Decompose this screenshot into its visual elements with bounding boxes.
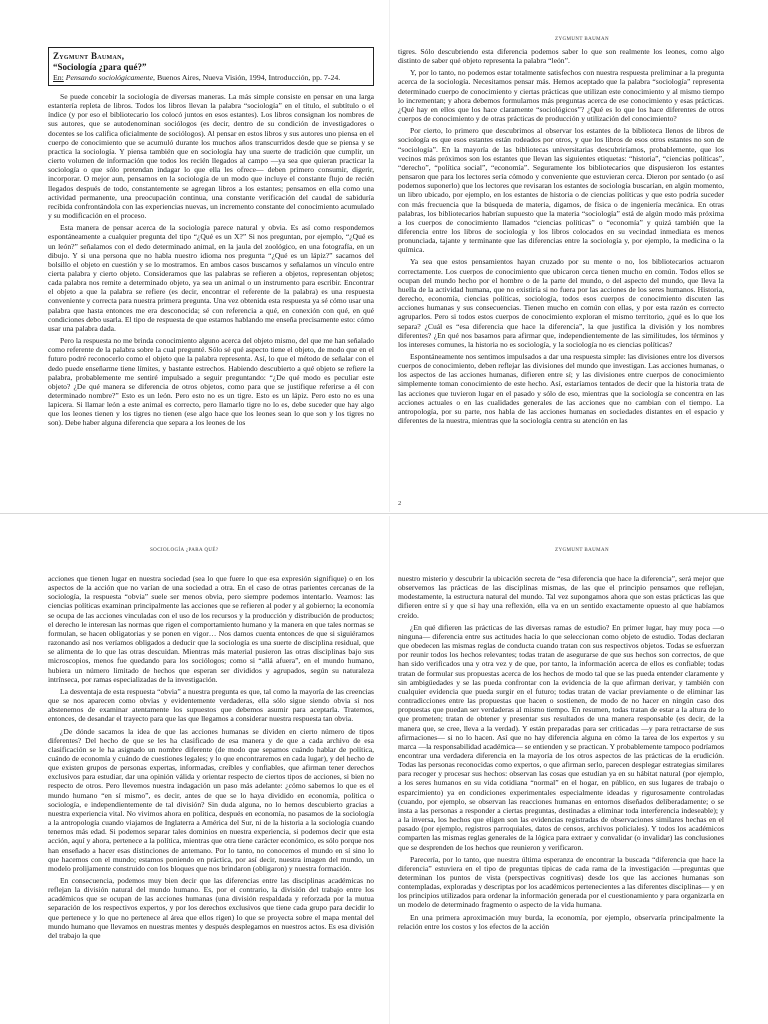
paragraph: Y, por lo tanto, no podemos estar totalmente satisfechos con nuestra respuesta preliminar a la pregunta acerca de la sociología. Necesitamos pensar más. Hemos aceptado que la palabra “sociología” representa determinado cuerpo de conocimiento y ciertas prácticas que utilizan este conocimiento y al mismo tiempo lo incrementan; y ahora debemos formularnos más preguntas acerca de ese conocimiento y esas prácticas. ¿Qué hay en ellos que los hace claramente “sociológicos”? ¿Qué es lo que los hace diferentes de otros cuerpos de conocimiento y de otras prácticas de producción y utilización del conocimiento? xyxy=(398,68,724,124)
citation-source xyxy=(53,73,369,83)
paragraph: En una primera aproximación muy burda, la economía, por ejemplo, observaría principalmente la relación entre los costos y los efectos de la acción xyxy=(398,912,724,931)
paragraph: Se puede concebir la sociología de diversas maneras. La más simple consiste en pensar en una larga estantería repleta de libros. Todos los libros llevan la palabra “sociología” en el título, el subtítulo o el índice (y por eso el bibliotecario los colocó juntos en esos estantes). Los libros consignan los nombres de sus autores, que se autodenominan sociólogos (es decir, dentro de su condición de investigadores o docentes se los califica oficialmente de sociólogos). Al pensar en estos libros y sus autores uno piensa en el cuerpo de conocimiento que se acumuló durante los muchos años transcurridos desde que se piensa y se practica la sociología. Y piensa también que en sociología hay una suerte de tradición que cumplir, un cierto volumen de información que todos los recién llegados al campo —ya sea que quieran practicar la sociología o que sólo pretendan indagar lo que ella les ofrece— deben primero consumir, digerir, incorporar. O mejor aun, pensamos en la sociología de un modo que incluye el constante flujo de recién llegados después de todo, constantemente se agregan libros a los estantes; pensamos en ella como una actividad permanente, una preocupación continua, una constante verificación del caudal de sabiduría recibida confrontándola con las experiencias nuevas, un incremento constante del conocimiento acumulado y su modificación en el proceso. xyxy=(48,92,374,221)
citation-book: Pensando sociológicamente, xyxy=(65,73,155,82)
citation-title: “Sociología ¿para qué?” xyxy=(53,62,147,72)
page-bottom xyxy=(0,516,768,1024)
column-right-bottom xyxy=(398,574,724,1024)
running-header-page2-right: ZYGMUNT BAUMAN xyxy=(555,548,609,553)
page-number: 2 xyxy=(398,500,402,507)
column-fold xyxy=(389,516,390,1024)
paragraph: Esta manera de pensar acerca de la sociología parece natural y obvia. Es así como respondemos espontáneamente a cualquier pregunta del tipo “¿Qué es un X?” Si nos preguntan, por ejemplo, “¿Qué es un león?” señalamos con el dedo determinado animal, en la jaula del zoológico, en una fotografía, en un dibujo. Y si una persona que no habla nuestro idioma nos pregunta “¿Qué es un lápiz?” sacamos del bolsillo el objeto en cuestión y se lo mostramos. En ambos casos buscamos y señalamos un vínculo entre cierta palabra y cierto objeto. Consideramos que las palabras se refieren a objetos, representan objetos; cada palabra nos remite a determinado objeto, ya sea un animal o un instrumento para escribir. Encontrar el objeto a que la palabra se refiere (es decir, encontrar el referente de la palabra) es una respuesta conveniente y correcta para nuestra primera pregunta. Una vez obtenida esta respuesta ya sé cómo usar una palabra que hasta entonces me era desconocida; sé con referencia a qué, en conexión con qué, en qué condiciones debo usarla. El tipo de respuesta de que estamos hablando me enseña precisamente esto: cómo usar una palabra dada. xyxy=(48,223,374,333)
paragraph: nuestro misterio y descubrir la ubicación secreta de “esa diferencia que hace la diferencia”, será mejor que observemos las prácticas de las disciplinas mismas, de las que el principio pensamos que reflejan, modestamente, la estructura natural del mundo. Tal vez supongamos ahora que son estas prácticas las que difieren entre sí y que sí hay una reflexión, ella va en un sentido exactamente opuesto al que habíamos creído. xyxy=(398,574,724,620)
paragraph: Pero la respuesta no me brinda conocimiento alguno acerca del objeto mismo, del que me han señalado como referente de la palabra sobre la cual pregunté. Sólo sé qué aspecto tiene el objeto, de modo que en el futuro podré reconocerlo como el objeto que la palabra representa. Así, lo que el método de señalar con el dedo puede enseñarme tiene límites, y bastante estrechos. Habiendo descubierto a qué objeto se refiere la palabra, probablemente me sentiré impulsado a seguir preguntando: “¿De qué modo es peculiar este objeto? ¿De qué manera se diferencia de otros objetos, como para que se justifique referirse a él con determinado nombre?” Esto es un león. Pero esto no es un tigre. Esto es un lápiz. Pero esto no es una lapicera. Si llamar león a este animal es correcto, pero llamarlo tigre no lo es, debe suceder que hay algo que los leones tienen y los tigres no tienen (ese algo hace que los leones sean lo que son y los tigres no son). Debe haber alguna diferencia que separa a los leones de los xyxy=(48,336,374,428)
column-fold xyxy=(389,0,390,512)
paragraph: Ya sea que estos pensamientos hayan cruzado por su mente o no, los bibliotecarios actuaron correctamente. Los cuerpos de conocimiento que ubicaron cerca tienen mucho en común. Todos ellos se ocupan del mundo hecho por el hombre o de la parte del mundo, o del aspecto del mundo, que lleva la huella de la actividad humana, que no existiría si no fuera por las acciones de los seres humanos. Historia, derecho, economía, ciencias políticas, sociología, todos esos cuerpos de conocimiento discuten las acciones humanas y sus consecuencias. Tienen mucho en común con ellas, y por esta razón es correcto agruparlos. Pero si todos estos cuerpos de conocimiento exploran el mismo territorio, ¿qué es lo que los separa? ¿Cuál es “esa diferencia que hace la diferencia”, la que justifica la división y los nombres diferentes? ¿En qué nos basamos para afirmar que, independientemente de las similitudes, los términos y los intereses comunes, la historia no es sociología, y la sociología no es ciencias políticas? xyxy=(398,257,724,349)
citation-author: Zygmunt Bauman, xyxy=(53,51,125,61)
column-left-top xyxy=(48,47,374,507)
running-header-top-right: ZYGMUNT BAUMAN xyxy=(555,37,609,42)
paragraph: En consecuencia, podemos muy bien decir que las diferencias entre las disciplinas académicas no reflejan la división natural del mundo humano. Es, por el contrario, la división del trabajo entre los académicos que se ocupan de las acciones humanas (una división respaldada y reforzada por la mutua separación de los respectivos expertos, y por los derechos exclusivos que tiene cada grupo para decidir lo que pertenece y lo que no pertenece al área que ellos rigen) lo que se proyecta sobre el mapa mental del mundo humano que llevamos en nuestras mentes y después desplegamos en nuestros actos. Es esa división del trabajo la que xyxy=(48,876,374,940)
paragraph: acciones que tienen lugar en nuestra sociedad (sea lo que fuere lo que esa expresión signifique) o en los aspectos de la acción que no varían de una sociedad a otra. En el caso de otras parientes cercanas de la sociología, la respuesta “obvia” suele ser menos obvia, pero siempre podemos intentarlo. Veamos: las ciencias políticas examinan principalmente las acciones que se refieren al poder y al gobierno; la economía se ocupa de las acciones vinculadas con el uso de los recursos y la producción y distribución de productos; el derecho le interesan las normas que rigen el comportamiento humano y la manera en que tales normas se formulan, se hacen obligatorias y se ponen en vigor… Nos damos cuenta entonces de que si siguiéramos razonando así nos veríamos obligados a deducir que la sociología es una suerte de disciplina residual, que se alimenta de lo que las otras descuidan. Mientras más material pusieron las otras disciplinas bajo sus microscopios, menos fue quedando para los sociólogos; como si “allá afuera”, en el mundo humano, hubiera un número limitado de hechos que esperan ser divididos y agrupados, según su naturaleza intrínseca, por ramas especializadas de la investigación. xyxy=(48,574,374,684)
page-divider xyxy=(0,513,768,514)
column-left-bottom xyxy=(48,574,374,1024)
paragraph: Por cierto, lo primero que descubrimos al observar los estantes de la biblioteca llenos de libros de sociología es que esos estantes están rodeados por otros, y que los libros de esos otros estantes no son de “sociología”. En la mayoría de las bibliotecas universitarias descubriríamos, probablemente, que los vecinos más próximos son los estantes que llevan las siguientes etiquetas: “historia”, “ciencias políticas”, “derecho”, “política social”, “economía”. Seguramente los bibliotecarios que dispusieron los estantes pensaron que para los lectores sería cómodo y conveniente que estuvieran cerca. Dieron por sentado (o así podemos suponerlo) que los lectores que revisaran los estantes de sociología buscarían, en algún momento, un libro ubicado, por ejemplo, en los estantes de historia o de ciencias políticas y que esto podría suceder con más frecuencia que la búsqueda de materia, digamos, de física o de ingeniería mecánica. En otras palabras, los bibliotecarios habrían supuesto que la materia “sociología” está de algún modo más próxima a los cuerpos de conocimiento llamados “ciencias políticas” o “economía” y quizá también que la diferencia entre los libros de sociología y los libros colocados en su vecindad inmediata es menos pronunciada, tajante y terminante que las diferencias entre la sociología y, por ejemplo, la medicina o la química. xyxy=(398,126,724,255)
paragraph: Espontáneamente nos sentimos impulsados a dar una respuesta simple: las divisiones entre los diversos cuerpos de conocimiento, deben reflejar las divisiones del mundo que investigan. Las acciones humanas, o los aspectos de las acciones humanas, difieren entre sí; y las divisiones entre cuerpos de conocimiento simplemente toman conocimiento de este hecho. Así, estaríamos tentados de decir que la historia trata de las acciones que tuvieron lugar en el pasado y sólo de eso, mientras que la sociología se concentra en las acciones actuales o en las cualidades generales de las acciones que no cambian con el tiempo. La antropología, por su parte, nos habla de las acciones humanas en sociedades distantes en el espacio y diferentes de la nuestra, mientras que la sociología centra su atención en las xyxy=(398,352,724,426)
citation-rest: Buenos Aires, Nueva Visión, 1994, Introducción, pp. 7-24. xyxy=(156,73,341,82)
paragraph: Parecería, por lo tanto, que nuestra última esperanza de encontrar la buscada “diferencia que hace la diferencia” estuviera en el tipo de preguntas típicas de cada rama de la investigación —preguntas que determinan los puntos de vista (perspectivas cognitivas) desde los que las acciones humanas son contempladas, exploradas y descriptas por los académicos pertenecientes a las diferentes disciplinas— y en los principios utilizados para ordenar la información generada por el cuestionamiento y para organizarla en un modelo de determinado fragmento o aspecto de la vida humana. xyxy=(398,854,724,910)
running-header-page2-left: SOCIOLOGÍA ¿PARA QUÉ? xyxy=(150,548,219,553)
paragraph: La desventaja de esta respuesta “obvia” a nuestra pregunta es que, tal como la mayoría de las creencias que se nos aparecen como obvias y evidentemente verdaderas, ella sólo sigue siendo obvia si nos abstenemos de examinar atentamente los supuestos que debemos asumir para aceptarla. Tratemos, entonces, de desandar el trayecto para que las que llegamos a considerar nuestra respuesta tan obvia. xyxy=(48,686,374,724)
paragraph: ¿De dónde sacamos la idea de que las acciones humanas se dividen en cierto número de tipos diferentes? Del hecho de que se les ha clasificado de esa manera y de que a cada archivo de esa clasificación se le ha asignado un nombre diferente (de modo que sepamos cuándo hablar de política, cuándo de economía y cuándo de cuestiones legales; y lo que encontraremos en cada lugar), y del hecho de que existen grupos de personas expertas, informadas, creíbles y confiables, que afirman tener derechos exclusivos para estudiar, dar una opinión válida y orientar respecto de ciertos tipos de acciones, si bien no respecto de otros. Pero llevemos nuestra indagación un paso más adelante: ¿cómo sabemos lo que es el mundo humano “en sí mismo”, es decir, antes de que se lo haya dividido en economía, política o sociología, e independientemente de tal división? Sin duda alguna, no lo hemos descubierto gracias a nuestra experiencia vital. No vivimos ahora en política, después en economía, no pasamos de la sociología a la antropología cuando viajamos de Inglaterra a América del Sur, ni de la historia a la sociología cuando tenemos más edad. Si podemos separar tales dominios en nuestra experiencia, si podemos decir que esta acción, aquí y ahora, pertenece a la política, mientras que otra tiene carácter económico, es sólo porque nos han enseñado a hacer esas distinciones de antemano. Por lo tanto, no conocemos el mundo en sí sino lo que hacemos con el mundo; estamos poniendo en práctica, por así decir, nuestra imagen del mundo, un modelo prolijamente construido con los bloques que nos brindaron (obligaron) y nuestra formación. xyxy=(48,726,374,873)
paragraph: ¿En qué difieren las prácticas de las diversas ramas de estudio? En primer lugar, hay muy poca —o ninguna— diferencia entre sus actitudes hacia lo que seleccionan como objeto de estudio. Todas declaran que obedecen las mismas reglas de conducta cuando tratan con sus respectivos objetos. Todas se esfuerzan por reunir todos los hechos relevantes; todas tratan de asegurarse de que sus hechos son correctos, de que han sido verificados una y otra vez y de que, por tanto, la información acerca de ellos es confiable; todas tratan de formular sus propuestas acerca de los hechos de modo tal que se las pueda entender claramente y sin ambigüedades y se las pueda confrontar con la evidencia de la que afirman derivar, y también con cualquier evidencia que pueda surgir en el futuro; todas tratan de vaciar previamente o de eliminar las contradicciones entre las propuestas que hacen o sostienen, de modo de no hacer en ningún caso dos propuestas que puedan ser verdaderas al mismo tiempo. En resumen, todas tratan de estar a la altura de lo que prometen; tratan de obtener y presentar sus resultados de una manera responsable (es decir, de la manera que, se cree, lleva a la verdad). Y están preparadas para ser criticadas —y para retractarse de sus afirmaciones— si no lo hacen. Así que no hay diferencia alguna en cómo la tarea de los expertos y su marca —la responsabilidad académica— se entienden y se practican. Y probablemente tampoco podríamos encontrar una verdadera diferencia en la mayoría de los otros aspectos de las prácticas de la erudición. Todas las personas reconocidas como expertos, o que afirman serlo, parecen desplegar estrategias similares para recoger y procesar sus hechos: observan las cosas que estudian ya en su hábitat natural (por ejemplo, a los seres humanos en su vida cotidiana “normal” en el hogar, en público, en sus lugares de trabajo o esparcimiento) ya en condiciones experimentales especialmente ideadas y rigurosamente controladas (cuando, por ejemplo, se observan las reacciones humanas en entornos diseñados deliberadamente; o se insta a las personas a responder a ciertas preguntas, destinadas a eliminar toda interferencia indeseable); y a la inversa, los hechos que eligen son las evidencias registradas de observaciones similares hechas en el pasado (por ejemplo, registros parroquiales, datos de censos, archivos policiales). Y todos los académicos comparten las mismas reglas generales de la lógica para extraer y convalidar (o invalidar) las conclusiones que se desprenden de los hechos que reunieron y verificaron. xyxy=(398,622,724,852)
citation-label: En: xyxy=(53,73,64,82)
citation-box xyxy=(48,47,374,86)
paragraph: tigres. Sólo descubriendo esta diferencia podemos saber lo que son realmente los leones, como algo distinto de saber qué objeto representa la palabra “león”. xyxy=(398,47,724,66)
column-right-top xyxy=(398,47,724,497)
